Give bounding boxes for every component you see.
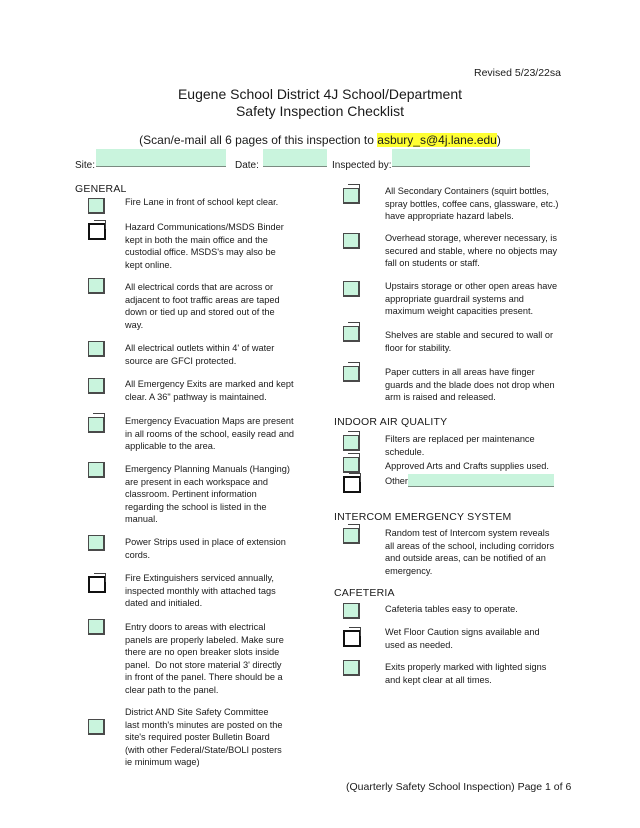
checklist-item: Approved Arts and Crafts supplies used.	[385, 461, 549, 471]
checkbox[interactable]	[88, 378, 105, 394]
cafeteria-heading: CAFETERIA	[334, 587, 395, 599]
checklist-item: Power Strips used in place of extension cords.	[125, 537, 286, 560]
checkbox[interactable]	[88, 462, 105, 478]
site-label: Site:	[75, 160, 96, 171]
checklist-item: Fire Lane in front of school kept clear.	[125, 197, 279, 207]
checklist-item: District AND Site Safety Committee last month's minutes are posted on the site's required poster Bulletin Board (with other Federal/State/BOLI posters ie minimum wage)	[125, 707, 283, 768]
checklist-item: Cafeteria tables easy to operate.	[385, 604, 518, 614]
checkbox[interactable]	[343, 457, 360, 473]
checkbox[interactable]	[343, 233, 360, 249]
site-field[interactable]	[96, 149, 226, 167]
document-title: Eugene School District 4J School/Department	[177, 86, 463, 102]
checklist-item: Hazard Communications/MSDS Binder kept in both the main office and the custodial office. MSDS's may also be kept online.	[125, 222, 284, 270]
checklist-item: Filters are replaced per maintenance schedule.	[385, 434, 535, 457]
checkbox[interactable]	[88, 719, 105, 735]
instruction-line	[0, 133, 640, 147]
checklist-item: All electrical cords that are across or adjacent to foot traffic areas are taped down or tied up and stored out of the way.	[125, 282, 280, 330]
instruction-close: )	[496, 133, 501, 147]
intercom-heading: INTERCOM EMERGENCY SYSTEM	[334, 511, 512, 523]
other-label: Other	[385, 476, 408, 486]
checkbox[interactable]	[88, 535, 105, 551]
checkbox[interactable]	[343, 366, 360, 382]
checklist-item: Wet Floor Caution signs available and used as needed.	[385, 627, 540, 650]
checkbox[interactable]	[343, 660, 360, 676]
checkbox[interactable]	[88, 278, 105, 294]
checklist-item: Fire Extinguishers serviced annually, inspected monthly with attached tags dated and initialed.	[125, 573, 276, 609]
checkbox[interactable]	[343, 630, 361, 647]
checklist-item: All Secondary Containers (squirt bottles, spray bottles, coffee cans, glassware, etc.) have appropriate hazard labels.	[385, 186, 559, 222]
checkbox[interactable]	[88, 198, 105, 214]
checkbox[interactable]	[343, 188, 360, 204]
checkbox[interactable]	[343, 281, 360, 297]
date-label: Date:	[235, 160, 259, 171]
instruction-text: (Scan/e-mail all 6 pages of this inspection to	[139, 133, 378, 147]
checkbox[interactable]	[343, 528, 360, 544]
checklist-item: Exits properly marked with lighted signs and kept clear at all times.	[385, 662, 547, 685]
general-heading: GENERAL	[75, 183, 127, 195]
checklist-item: Entry doors to areas with electrical panels are properly labeled. Make sure there are no open breaker slots inside panel. Do not store material 3' directly in front of the panel. There should be a clear path to the panel.	[125, 622, 284, 695]
checkbox[interactable]	[343, 326, 360, 342]
checklist-item: Emergency Evacuation Maps are present in all rooms of the school, easily read and applicable to the area.	[125, 416, 295, 452]
checkbox[interactable]	[343, 603, 360, 619]
checklist-item: Overhead storage, wherever necessary, is secured and stable, where no objects may fall on students or staff.	[385, 233, 558, 269]
inspected-by-label: Inspected by:	[332, 160, 392, 171]
document-subtitle: Safety Inspection Checklist	[235, 103, 405, 119]
indoor-air-heading: INDOOR AIR QUALITY	[334, 416, 448, 428]
email-link[interactable]: asbury_s@4j.lane.edu	[377, 133, 497, 147]
checklist-item: Emergency Planning Manuals (Hanging) are present in each workspace and classroom. Pertinent information regarding the school is listed in the manual.	[125, 464, 290, 525]
page-footer: (Quarterly Safety School Inspection) Page 1 of 6	[346, 781, 572, 793]
date-field[interactable]	[263, 149, 327, 167]
checkbox[interactable]	[343, 435, 360, 451]
other-field[interactable]	[408, 474, 554, 487]
checklist-item: Shelves are stable and secured to wall or floor for stability.	[385, 330, 554, 353]
checklist-item: All electrical outlets within 4' of water source are GFCI protected.	[125, 343, 275, 366]
revised-date: Revised 5/23/22sa	[474, 67, 561, 79]
checkbox[interactable]	[88, 417, 105, 433]
checkbox[interactable]	[88, 576, 106, 593]
checklist-item: All Emergency Exits are marked and kept clear. A 36" pathway is maintained.	[125, 379, 294, 402]
checkbox[interactable]	[88, 223, 106, 240]
inspected-by-field[interactable]	[392, 149, 530, 167]
checkbox[interactable]	[88, 341, 105, 357]
checklist-item: Upstairs storage or other open areas have appropriate guardrail systems and maximum weight capacities present.	[385, 281, 558, 317]
checklist-item: Random test of Intercom system reveals all areas of the school, including corridors and outside areas, can be notified of an emergency.	[385, 528, 555, 576]
checkbox[interactable]	[343, 476, 361, 493]
checklist-item: Paper cutters in all areas have finger guards and the blade does not drop when arm is raised and released.	[385, 367, 555, 403]
checkbox[interactable]	[88, 619, 105, 635]
